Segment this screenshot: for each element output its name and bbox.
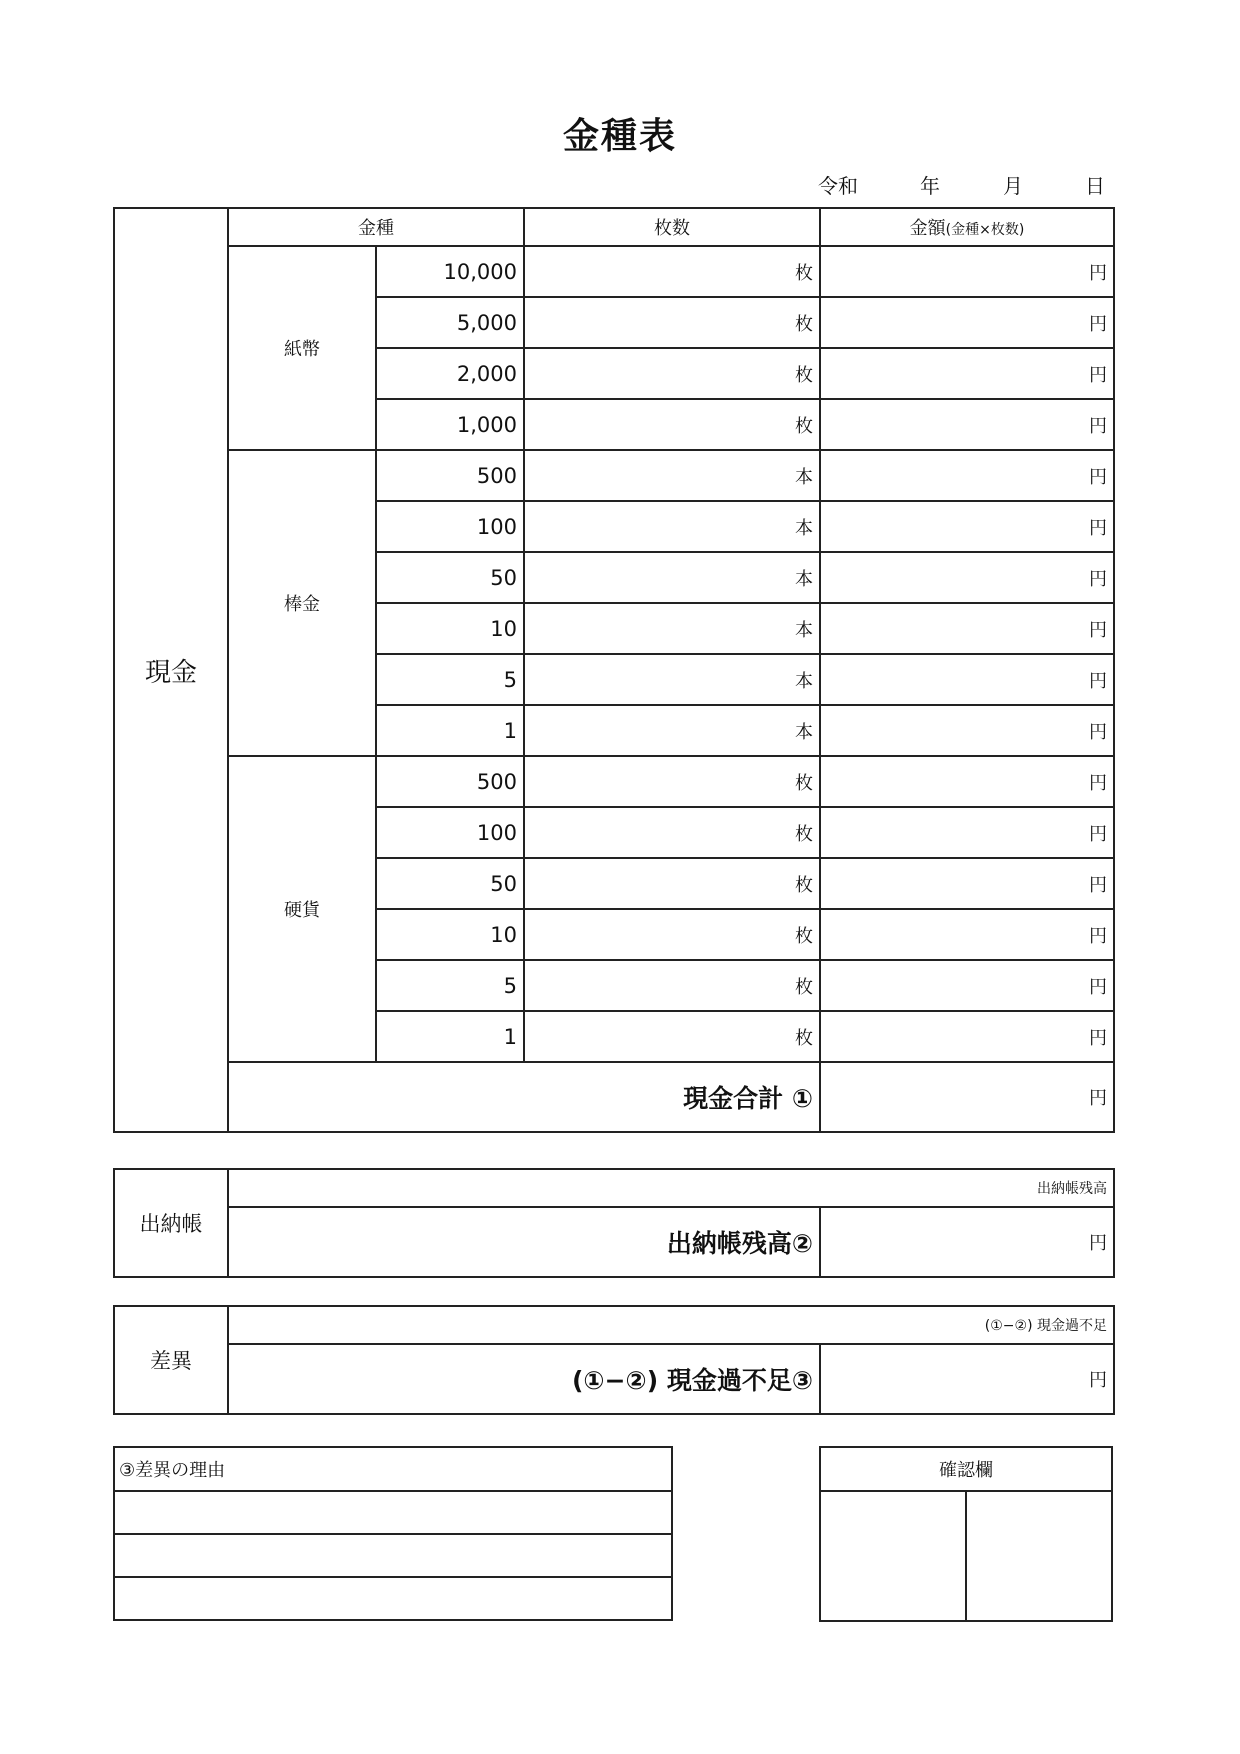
difference-note: (①−②) 現金過不足 xyxy=(228,1306,1114,1344)
count-cell[interactable]: 本 xyxy=(524,450,820,501)
header-amount-label: 金額 xyxy=(909,218,946,239)
group-label: 棒金 xyxy=(228,450,376,756)
count-cell[interactable]: 本 xyxy=(524,705,820,756)
denomination: 1,000 xyxy=(376,399,524,450)
confirm-stamp-box[interactable] xyxy=(820,1491,966,1621)
date-month: 月 xyxy=(1003,174,1023,198)
reason-table xyxy=(113,1446,673,1621)
denomination: 2,000 xyxy=(376,348,524,399)
amount-cell[interactable]: 円 xyxy=(820,552,1114,603)
amount-cell[interactable]: 円 xyxy=(820,399,1114,450)
amount-cell[interactable]: 円 xyxy=(820,348,1114,399)
amount-cell[interactable]: 円 xyxy=(820,450,1114,501)
ledger-table xyxy=(113,1168,1115,1278)
count-cell[interactable]: 本 xyxy=(524,501,820,552)
confirm-stamp-box[interactable] xyxy=(966,1491,1112,1621)
header-amount xyxy=(820,208,1114,246)
amount-cell[interactable]: 円 xyxy=(820,807,1114,858)
denomination: 10,000 xyxy=(376,246,524,297)
ledger-balance-label: 出納帳残高② xyxy=(228,1207,820,1277)
cash-total-label: 現金合計 ① xyxy=(228,1062,820,1132)
cash-table xyxy=(113,207,1115,1133)
group-label: 紙幣 xyxy=(228,246,376,450)
count-cell[interactable]: 枚 xyxy=(524,858,820,909)
count-cell[interactable]: 枚 xyxy=(524,297,820,348)
count-cell[interactable]: 本 xyxy=(524,654,820,705)
count-cell[interactable]: 本 xyxy=(524,603,820,654)
amount-cell[interactable]: 円 xyxy=(820,246,1114,297)
denomination: 50 xyxy=(376,552,524,603)
header-kind: 金種 xyxy=(228,208,524,246)
count-cell[interactable]: 枚 xyxy=(524,909,820,960)
reason-line[interactable] xyxy=(114,1577,672,1620)
cash-label: 現金 xyxy=(114,208,228,1132)
count-cell[interactable]: 枚 xyxy=(524,756,820,807)
denomination: 50 xyxy=(376,858,524,909)
difference-label: 差異 xyxy=(114,1306,228,1414)
count-cell[interactable]: 枚 xyxy=(524,807,820,858)
amount-cell[interactable]: 円 xyxy=(820,654,1114,705)
amount-cell[interactable]: 円 xyxy=(820,603,1114,654)
amount-cell[interactable]: 円 xyxy=(820,858,1114,909)
amount-cell[interactable]: 円 xyxy=(820,297,1114,348)
amount-cell[interactable]: 円 xyxy=(820,756,1114,807)
count-cell[interactable]: 枚 xyxy=(524,1011,820,1062)
denomination: 100 xyxy=(376,807,524,858)
count-cell[interactable]: 枚 xyxy=(524,246,820,297)
page-title: 金種表 xyxy=(562,116,677,157)
denomination: 500 xyxy=(376,450,524,501)
amount-cell[interactable]: 円 xyxy=(820,501,1114,552)
date-year: 年 xyxy=(920,174,940,198)
header-amount-note: (金種×枚数) xyxy=(945,222,1025,238)
count-cell[interactable]: 枚 xyxy=(524,960,820,1011)
difference-table xyxy=(113,1305,1115,1415)
denomination: 5 xyxy=(376,960,524,1011)
reason-line[interactable] xyxy=(114,1534,672,1577)
denomination: 10 xyxy=(376,909,524,960)
denomination: 1 xyxy=(376,1011,524,1062)
reason-label: ③差異の理由 xyxy=(114,1447,672,1491)
difference-main-label: (①−②) 現金過不足③ xyxy=(228,1344,820,1414)
ledger-balance-note: 出納帳残高 xyxy=(228,1169,1114,1207)
denomination-row xyxy=(114,450,1114,501)
reason-line[interactable] xyxy=(114,1491,672,1534)
denomination-row xyxy=(114,246,1114,297)
confirm-label: 確認欄 xyxy=(820,1447,1112,1491)
denomination: 5 xyxy=(376,654,524,705)
denomination: 5,000 xyxy=(376,297,524,348)
ledger-balance-yen[interactable]: 円 xyxy=(820,1207,1114,1277)
date-day: 日 xyxy=(1085,174,1105,198)
amount-cell[interactable]: 円 xyxy=(820,960,1114,1011)
confirm-table xyxy=(819,1446,1113,1622)
denomination: 100 xyxy=(376,501,524,552)
cash-total-yen[interactable]: 円 xyxy=(820,1062,1114,1132)
count-cell[interactable]: 本 xyxy=(524,552,820,603)
denomination: 10 xyxy=(376,603,524,654)
amount-cell[interactable]: 円 xyxy=(820,1011,1114,1062)
difference-yen[interactable]: 円 xyxy=(820,1344,1114,1414)
count-cell[interactable]: 枚 xyxy=(524,348,820,399)
amount-cell[interactable]: 円 xyxy=(820,705,1114,756)
denomination-row xyxy=(114,756,1114,807)
denomination: 500 xyxy=(376,756,524,807)
ledger-label: 出納帳 xyxy=(114,1169,228,1277)
denomination: 1 xyxy=(376,705,524,756)
amount-cell[interactable]: 円 xyxy=(820,909,1114,960)
count-cell[interactable]: 枚 xyxy=(524,399,820,450)
group-label: 硬貨 xyxy=(228,756,376,1062)
date-era: 令和 xyxy=(818,174,858,198)
header-count: 枚数 xyxy=(524,208,820,246)
